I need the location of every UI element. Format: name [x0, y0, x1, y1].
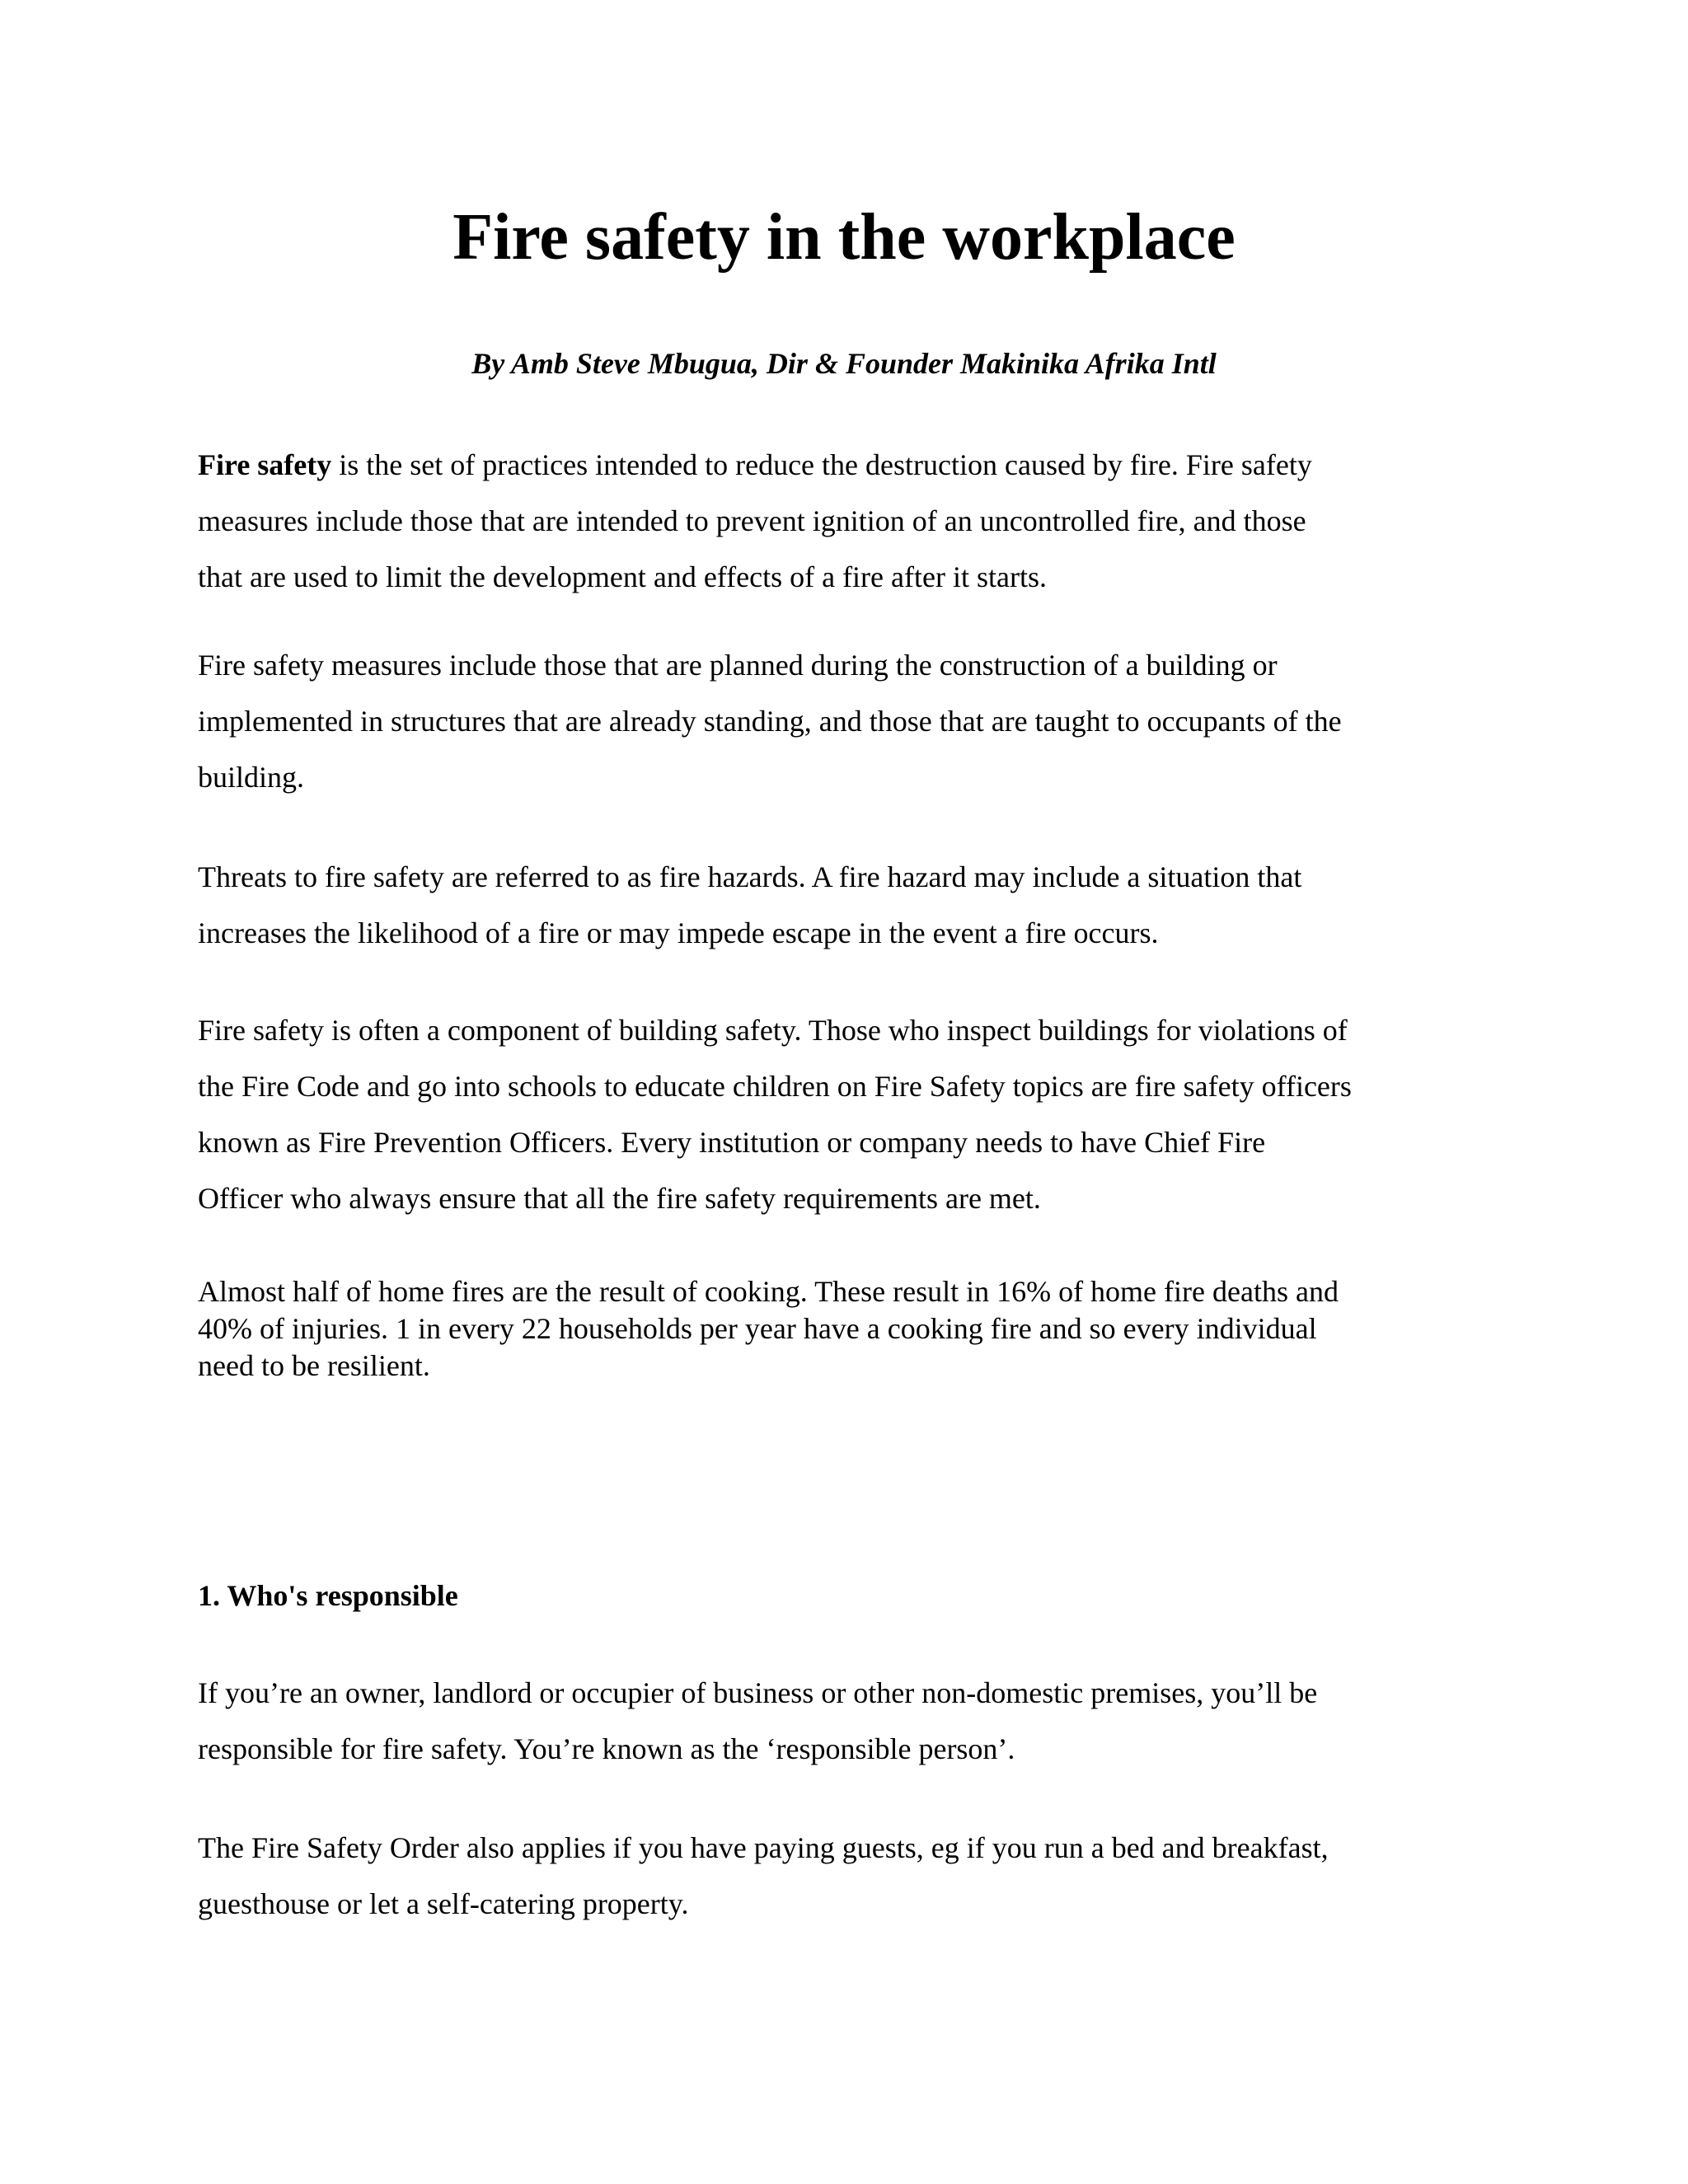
page-title: Fire safety in the workplace	[452, 201, 1236, 274]
intro-line-1	[198, 437, 1533, 493]
cooking-fires-line-3: need to be resilient.	[198, 1349, 430, 1382]
measures-line-1: Fire safety measures include those that are planned during the construction of a building or	[198, 649, 1278, 682]
building-safety-line-2: the Fire Code and go into schools to educate children on Fire Safety topics are fire safety officers	[198, 1070, 1352, 1103]
building-safety-line-3: known as Fire Prevention Officers. Every institution or company needs to have Chief Fire	[198, 1126, 1266, 1159]
author-byline: By Amb Steve Mbugua, Dir & Founder Makinika Afrika Intl	[471, 347, 1217, 380]
hazards-line-2: increases the likelihood of a fire or may impede escape in the event a fire occurs.	[198, 916, 1159, 949]
measures-line-3: building.	[198, 761, 305, 794]
intro-line-1-text: is the set of practices intended to reduce the destruction caused by fire. Fire safety	[331, 448, 1312, 481]
cooking-fires-line-1: Almost half of home fires are the result of cooking. These result in 16% of home fire deaths and	[198, 1275, 1339, 1308]
fire-safety-order-line-1: The Fire Safety Order also applies if you have paying guests, eg if you run a bed and breakfast,	[198, 1831, 1329, 1864]
cooking-fires-line-2: 40% of injuries. 1 in every 22 households per year have a cooking fire and so every individual	[198, 1312, 1317, 1345]
section-heading-responsible: 1. Who's responsible	[198, 1579, 458, 1612]
hazards-line-1: Threats to fire safety are referred to as fire hazards. A fire hazard may include a situation that	[198, 860, 1302, 893]
measures-line-2: implemented in structures that are already standing, and those that are taught to occupants of the	[198, 705, 1342, 738]
fire-safety-order-paragraph	[198, 1820, 1533, 1932]
responsible-person-line-1: If you’re an owner, landlord or occupier of business or other non-domestic premises, you’ll be	[198, 1676, 1318, 1709]
building-safety-paragraph	[198, 1002, 1533, 1226]
cooking-fires-paragraph	[198, 1273, 1533, 1385]
responsible-person-line-2: responsible for fire safety. You’re known as the ‘responsible person’.	[198, 1732, 1015, 1765]
building-safety-line-1: Fire safety is often a component of building safety. Those who inspect buildings for violations of	[198, 1014, 1348, 1047]
intro-line-2: measures include those that are intended to prevent ignition of an uncontrolled fire, and those	[198, 504, 1306, 537]
intro-paragraph	[198, 437, 1533, 605]
fire-safety-order-line-2: guesthouse or let a self-catering property.	[198, 1887, 689, 1920]
measures-paragraph	[198, 637, 1533, 805]
building-safety-line-4: Officer who always ensure that all the fire safety requirements are met.	[198, 1182, 1041, 1215]
intro-lead-term: Fire safety	[198, 448, 332, 481]
hazards-paragraph	[198, 849, 1533, 961]
responsible-person-paragraph	[198, 1665, 1533, 1777]
intro-line-3: that are used to limit the development and effects of a fire after it starts.	[198, 560, 1047, 593]
